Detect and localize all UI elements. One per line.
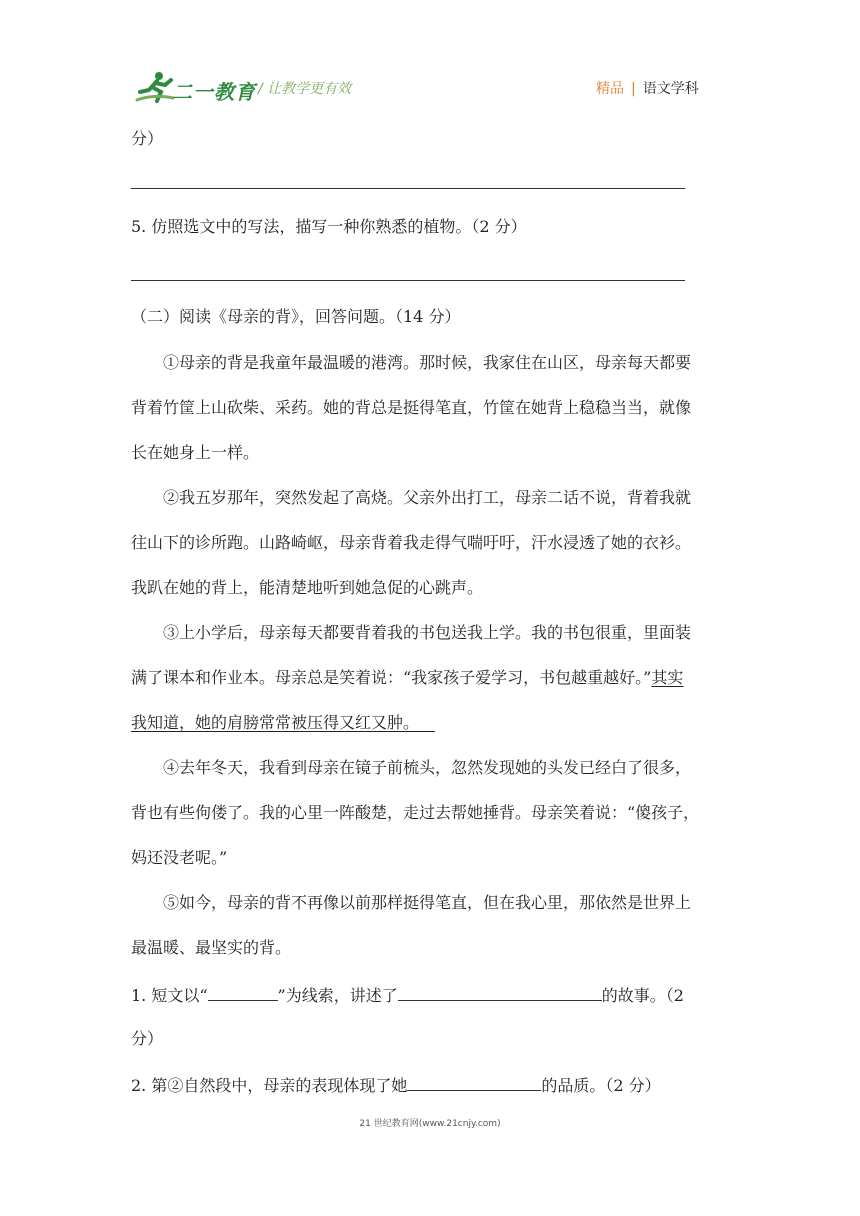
paragraph-1: 长在她身上一样。 (131, 443, 260, 462)
badge-subject: 语文学科 (642, 81, 699, 97)
question-1 (131, 986, 684, 1004)
underlined-sentence: 我知道，她的肩膀常常被压得又红又肿。 (131, 713, 420, 732)
question-1-text: ”为线索，讲述了 (277, 986, 398, 1005)
question-2 (131, 1076, 661, 1094)
answer-blank[interactable] (208, 986, 278, 1001)
question-2-text: 2. 第②自然段中，母亲的表现体现了她 (131, 1076, 408, 1095)
section-2-heading: （二）阅读《母亲的背》，回答问题。（14 分） (131, 307, 461, 326)
answer-blank[interactable] (398, 986, 602, 1001)
paragraph-1: 背着竹筐上山砍柴、采药。她的背总是挺得笔直，竹筐在她背上稳稳当当，就像 (131, 398, 692, 417)
question-5: 5. 仿照选文中的写法，描写一种你熟悉的植物。（2 分） (131, 217, 527, 236)
page-footer: 21 世纪教育网(www.21cnjy.com) (359, 1119, 501, 1129)
paragraph-5: 最温暖、最坚实的背。 (131, 938, 292, 957)
paragraph-5: ⑤如今，母亲的背不再像以前那样挺得笔直，但在我心里，那依然是世界上 (163, 893, 692, 912)
paragraph-3 (131, 715, 435, 731)
question-1-text: 的故事。（2 (601, 986, 684, 1005)
question-1: 分） (131, 1029, 164, 1048)
badge-separator: | (631, 81, 636, 97)
underlined-sentence: 其实 (651, 668, 684, 687)
page-header (0, 0, 860, 110)
paragraph-3-text: 满了课本和作业本。母亲总是笑着说：“我家孩子爱学习，书包越重越好。” (131, 668, 652, 687)
question-1-text: 1. 短文以“ (131, 986, 208, 1005)
logo-text: 二一教育 (172, 80, 256, 104)
slogan: / 让教学更有效 (258, 81, 352, 97)
paragraph-3: ③上小学后，母亲每天都要背着我的书包送我上学。我的书包很重，里面装 (163, 623, 692, 642)
paragraph-2: 我趴在她的背上，能清楚地听到她急促的心跳声。 (131, 578, 484, 597)
paragraph-4: 背也有些佝偻了。我的心里一阵酸楚，走过去帮她捶背。母亲笑着说：“傻孩子， (131, 803, 700, 822)
answer-line (131, 280, 685, 281)
text-line: 分） (131, 129, 164, 148)
subject-badge (596, 78, 699, 98)
paragraph-2: ②我五岁那年，突然发起了高烧。父亲外出打工，母亲二话不说，背着我就 (163, 488, 692, 507)
paragraph-4: ④去年冬天，我看到母亲在镜子前梳头，忽然发现她的头发已经白了很多， (163, 758, 692, 777)
paragraph-2: 往山下的诊所跑。山路崎岖，母亲背着我走得气喘吁吁，汗水浸透了她的衣衫。 (131, 533, 692, 552)
paragraph-3 (131, 670, 683, 686)
paragraph-1: ①母亲的背是我童年最温暖的港湾。那时候，我家住在山区，母亲每天都要 (163, 353, 692, 372)
badge-quality: 精品 (596, 81, 624, 97)
answer-blank[interactable] (407, 1076, 541, 1091)
paragraph-4: 妈还没老呢。” (131, 848, 228, 867)
answer-line (131, 188, 685, 189)
question-2-text: 的品质。（2 分） (541, 1076, 661, 1095)
running-figure-logo-icon (135, 70, 175, 104)
